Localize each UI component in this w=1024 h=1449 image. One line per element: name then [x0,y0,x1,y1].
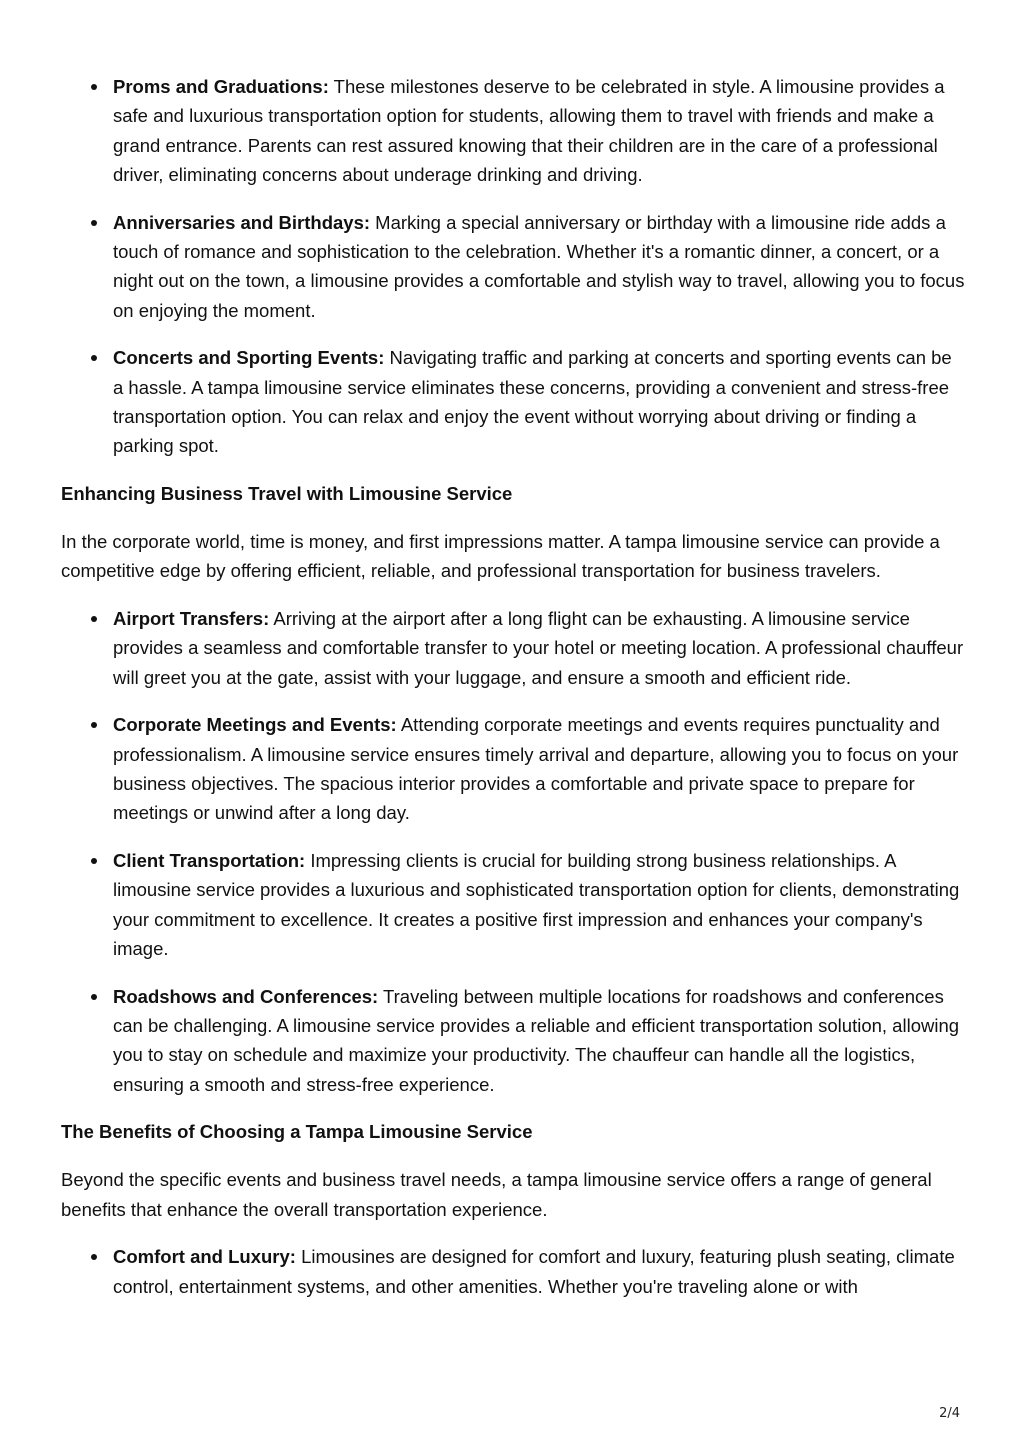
list-item-term: Concerts and Sporting Events: [113,347,385,369]
business-intro-paragraph: In the corporate world, time is money, and first impressions matter. A tampa limousine service can provide a competitive edge by offering efficient, reliable, and professional transportation for business travelers. [61,530,940,582]
list-item-text: Attending corporate meetings and events requires punctuality and professionalism. A limousine service ensures timely arrival and departure, allowing you to focus on your business objectives. The spacious interior provides a comfortable and private space to prepare for meetings or unwind after a long day. [113,714,959,824]
list-item [61,343,967,460]
bullet-icon [91,616,97,622]
list-item-text: Limousines are designed for comfort and luxury, featuring plush seating, climate control, entertainment systems, and other amenities. Whether you're traveling alone or with [113,1246,955,1297]
list-item-text: Traveling between multiple locations for roadshows and conferences can be challenging. A limousine service provides a reliable and efficient transportation solution, allowing you to stay on schedule and maximize your productivity. The chauffeur can handle all the logistics, ensuring a smooth and stress-free experience. [113,985,960,1095]
bullet-icon [91,84,97,90]
document-page [61,72,967,1319]
business-section-heading: Enhancing Business Travel with Limousine Service [61,483,513,505]
benefits-section-heading: The Benefits of Choosing a Tampa Limousine Service [61,1121,533,1143]
list-item [61,72,967,189]
list-item-text: Navigating traffic and parking at concerts and sporting events can be a hassle. A tampa limousine service eliminates these concerns, providing a convenient and stress-free transportation option. You can relax and enjoy the event without worrying about driving or finding a parking spot. [113,347,952,457]
list-item-term: Roadshows and Conferences: [113,985,379,1007]
bullet-icon [91,1254,97,1260]
bullet-icon [91,722,97,728]
list-item-text: Arriving at the airport after a long flight can be exhausting. A limousine service provides a seamless and comfortable transfer to your hotel or meeting location. A professional chauffeur will greet you at the gate, assist with your luggage, and ensure a smooth and efficient ride. [113,607,964,688]
page-number: 2/4 [939,1406,960,1421]
list-item-term: Proms and Graduations: [113,76,329,97]
list-item [61,710,967,827]
list-item [61,1242,967,1301]
bullet-icon [91,858,97,864]
list-item-term: Anniversaries and Birthdays: [113,211,371,233]
list-item [61,982,967,1099]
benefits-list [61,1242,967,1301]
bullet-icon [91,220,97,226]
bullet-icon [91,994,97,1000]
benefits-intro-paragraph: Beyond the specific events and business travel needs, a tampa limousine service offers a range of general benefits that enhance the overall transportation experience. [61,1169,932,1220]
list-item [61,208,967,325]
list-item [61,604,967,692]
list-item-term: Corporate Meetings and Events: [113,714,397,736]
list-item-term: Comfort and Luxury: [113,1246,296,1268]
list-item-term: Client Transportation: [113,850,306,872]
events-list [61,72,967,461]
list-item [61,846,967,963]
list-item-text: Impressing clients is crucial for building strong business relationships. A limousine service provides a luxurious and sophisticated transportation option for clients, demonstrating your commitment to excellence. It creates a positive first impression and enhances your company's image. [113,850,960,959]
list-item-text: These milestones deserve to be celebrated in style. A limousine provides a safe and luxurious transportation option for students, allowing them to travel with friends and make a grand entrance. Parents can rest assured knowing that their children are in the care of a professional driver, eliminating concerns about underage drinking and driving. [113,76,945,185]
list-item-text: Marking a special anniversary or birthday with a limousine ride adds a touch of romance and sophistication to the celebration. Whether it's a romantic dinner, a concert, or a night out on the town, a limousine provides a comfortable and stylish way to travel, allowing you to focus on enjoying the moment. [113,211,965,321]
business-list [61,604,967,1099]
bullet-icon [91,355,97,361]
list-item-term: Airport Transfers: [113,607,270,629]
